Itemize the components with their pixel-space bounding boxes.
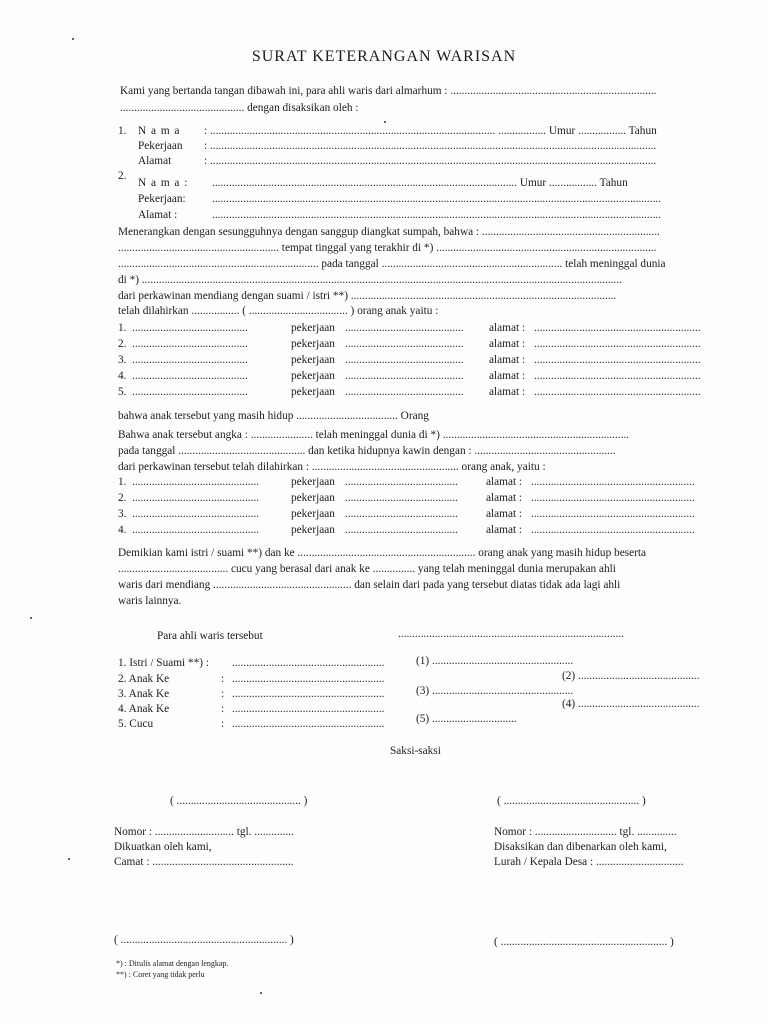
person1-nama-value: : ..................................................................................................... ................. Umur ................. Tahun	[204, 125, 657, 137]
child-pekerjaan-dots: ........................................	[345, 508, 458, 520]
left-camat: Camat : ..................................................	[114, 856, 294, 868]
child-alamat-dots: ..........................................................	[531, 492, 695, 504]
child-pekerjaan-label: pekerjaan	[291, 354, 335, 366]
intro-line-1: Kami yang bertanda tangan dibawah ini, para ahli waris dari almarhum : .........................................................................	[120, 85, 657, 97]
statement-line-1: Menerangkan dengan sesungguhnya dengan sanggup diangkat sumpah, bahwa : ...............................................................	[118, 226, 660, 238]
child-number: 3.	[118, 354, 127, 366]
child-alamat-label: alamat :	[489, 322, 526, 334]
child-alamat-dots: ...........................................................	[534, 322, 701, 334]
child-alamat-label: alamat :	[489, 370, 526, 382]
middle-line-2: pada tanggal ............................................. dan ketika hidupnya kawin dengan : ..................................................	[118, 445, 616, 457]
scan-speck	[260, 992, 262, 994]
heir-colon: :	[221, 703, 225, 715]
child-pekerjaan-dots: ..........................................	[345, 370, 464, 382]
right-disaksikan: Disaksikan dan dibenarkan oleh kami,	[494, 841, 667, 853]
child-alamat-label: alamat :	[486, 492, 523, 504]
child-name-dots: .........................................	[132, 322, 248, 334]
middle-line-1: Bahwa anak tersebut angka : ...................... telah meninggal dunia di *) ..................................................................	[118, 429, 630, 441]
heir-colon: :	[221, 688, 225, 700]
heirs-heading: Para ahli waris tersebut	[157, 630, 263, 642]
statement-line-5: dari perkawinan mendiang dengan suami / istri **) ..............................................................................................	[118, 290, 617, 302]
child-alamat-label: alamat :	[489, 386, 526, 398]
child-alamat-dots: ...........................................................	[534, 338, 701, 350]
statement-line-4: di *) ..........................................................................................................................................................................	[118, 274, 622, 286]
heir-label-cucu: 5. Cucu	[118, 718, 154, 730]
child-pekerjaan-label: pekerjaan	[291, 370, 335, 382]
child-alamat-dots: ...........................................................	[534, 354, 701, 366]
person2-number: 2.	[118, 170, 127, 182]
left-dikuatkan: Dikuatkan oleh kami,	[114, 841, 212, 853]
person1-pekerjaan-value: : ..............................................................................................................................................................	[204, 140, 657, 152]
child-alamat-dots: ..........................................................	[531, 476, 695, 488]
child-alamat-label: alamat :	[486, 476, 523, 488]
heir-colon: :	[221, 673, 225, 685]
child-pekerjaan-dots: ........................................	[345, 524, 458, 536]
child-pekerjaan-label: pekerjaan	[291, 338, 335, 350]
right-lurah: Lurah / Kepala Desa : ...............................	[494, 856, 684, 868]
witness-left-signature: ( ............................................ )	[170, 795, 308, 807]
statement-line-3: ....................................................................... pada tanggal ................................................................ telah meninggal dunia	[118, 258, 666, 270]
conclusion-line-4: waris lainnya.	[118, 595, 182, 607]
left-camat-signature: ( ........................................................... )	[114, 934, 294, 946]
heir-dots: ......................................................	[232, 673, 385, 685]
person1-alamat-label: Alamat	[138, 155, 172, 167]
scan-speck	[72, 38, 74, 40]
child-name-dots: .............................................	[132, 524, 260, 536]
heir-signature-1: (1) ..................................................	[416, 655, 574, 667]
statement-line-6: telah dilahirkan ................. ( ................................... ) orang anak yaitu :	[118, 305, 439, 317]
page-title: SURAT KETERANGAN WARISAN	[251, 48, 517, 65]
child-pekerjaan-label: pekerjaan	[291, 322, 335, 334]
scan-speck	[384, 121, 386, 123]
scan-speck	[68, 858, 70, 860]
heirs-heading-dots: ................................................................................	[398, 628, 624, 640]
conclusion-line-1: Demikian kami istri / suami **) dan ke ............................................................... orang anak yang masih hidup beserta	[118, 547, 647, 559]
child-pekerjaan-label: pekerjaan	[291, 386, 335, 398]
heir-dots: ......................................................	[232, 718, 385, 730]
child-name-dots: .............................................	[132, 476, 260, 488]
person2-alamat-value: ...............................................................................................................................................................	[212, 209, 662, 221]
child-name-dots: .........................................	[132, 386, 248, 398]
person1-pekerjaan-label: Pekerjaan	[138, 140, 183, 152]
child-pekerjaan-label: pekerjaan	[291, 524, 335, 536]
child-number: 5.	[118, 386, 127, 398]
heir-signature-4: (4) ...........................................	[562, 698, 700, 710]
intro-line-2: ............................................ dengan disaksikan oleh :	[120, 102, 359, 114]
heir-label-istri-suami: 1. Istri / Suami **) :	[118, 657, 209, 669]
heir-label-anak: 2. Anak Ke	[118, 673, 170, 685]
child-alamat-label: alamat :	[486, 508, 523, 520]
child-pekerjaan-dots: ........................................	[345, 492, 458, 504]
witness-right-signature: ( ................................................ )	[497, 795, 646, 807]
heir-colon: :	[221, 718, 225, 730]
right-nomor: Nomor : ............................. tgl. ..............	[494, 826, 677, 838]
heir-dots: ......................................................	[232, 688, 385, 700]
child-name-dots: .........................................	[132, 370, 248, 382]
child-name-dots: .........................................	[132, 338, 248, 350]
child-number: 2.	[118, 492, 127, 504]
child-pekerjaan-dots: ..........................................	[345, 354, 464, 366]
child-name-dots: .........................................	[132, 354, 248, 366]
person2-alamat-label: Alamat :	[138, 209, 178, 221]
child-pekerjaan-dots: ..........................................	[345, 338, 464, 350]
child-number: 4.	[118, 524, 127, 536]
left-nomor: Nomor : ............................ tgl. ..............	[114, 826, 294, 838]
heir-dots: ......................................................	[232, 657, 385, 669]
child-alamat-dots: ..........................................................	[531, 508, 695, 520]
child-alamat-label: alamat :	[489, 338, 526, 350]
heir-label-anak: 4. Anak Ke	[118, 703, 170, 715]
child-pekerjaan-label: pekerjaan	[291, 508, 335, 520]
child-number: 4.	[118, 370, 127, 382]
child-name-dots: .............................................	[132, 492, 260, 504]
scan-speck	[30, 617, 32, 619]
person2-nama-value: ............................................................................................................ Umur ................. Tahun	[212, 177, 628, 189]
child-number: 3.	[118, 508, 127, 520]
child-pekerjaan-label: pekerjaan	[291, 476, 335, 488]
conclusion-line-2: ....................................... cucu yang berasal dari anak ke ............... yang telah meninggal dunia merupakan ahli	[118, 563, 616, 575]
person2-nama-label: N a m a :	[138, 177, 189, 189]
child-alamat-label: alamat :	[486, 524, 523, 536]
heir-dots: ......................................................	[232, 703, 385, 715]
child-number: 1.	[118, 322, 127, 334]
child-alamat-dots: ...........................................................	[534, 386, 701, 398]
footnote-2: **) : Coret yang tidak perlu	[116, 970, 205, 979]
child-alamat-label: alamat :	[489, 354, 526, 366]
child-pekerjaan-dots: ..........................................	[345, 322, 464, 334]
person2-pekerjaan-label: Pekerjaan:	[138, 193, 186, 205]
child-number: 1.	[118, 476, 127, 488]
child-number: 2.	[118, 338, 127, 350]
child-name-dots: .............................................	[132, 508, 260, 520]
child-pekerjaan-label: pekerjaan	[291, 492, 335, 504]
person1-number: 1.	[118, 125, 127, 137]
child-pekerjaan-dots: ........................................	[345, 476, 458, 488]
person1-alamat-value: : ..............................................................................................................................................................	[204, 155, 657, 167]
alive-children-line: bahwa anak tersebut yang masih hidup .................................... Orang	[118, 410, 429, 422]
child-alamat-dots: ...........................................................	[534, 370, 701, 382]
heir-signature-5: (5) ..............................	[416, 713, 517, 725]
footnote-1: *) : Ditulis alamat dengan lengkap.	[116, 959, 229, 968]
heir-signature-3: (3) ..................................................	[416, 685, 574, 697]
conclusion-line-3: waris dari mendiang ................................................. dan selain dari pada yang tersebut diatas tidak ada lagi ahli	[118, 579, 621, 591]
middle-line-3: dari perkawinan tersebut telah dilahirkan : .................................................... orang anak, yaitu :	[118, 461, 546, 473]
heir-signature-2: (2) ...........................................	[562, 670, 700, 682]
heir-label-anak: 3. Anak Ke	[118, 688, 170, 700]
child-alamat-dots: ..........................................................	[531, 524, 695, 536]
child-pekerjaan-dots: ..........................................	[345, 386, 464, 398]
statement-line-2: ......................................................... tempat tinggal yang terakhir di *) ..............................................................................	[118, 242, 657, 254]
saksi-heading: Saksi-saksi	[390, 745, 441, 757]
right-lurah-signature: ( ........................................................... )	[494, 936, 674, 948]
person1-nama-label: N a m a	[138, 125, 181, 137]
person2-pekerjaan-value: ...............................................................................................................................................................	[212, 193, 662, 205]
